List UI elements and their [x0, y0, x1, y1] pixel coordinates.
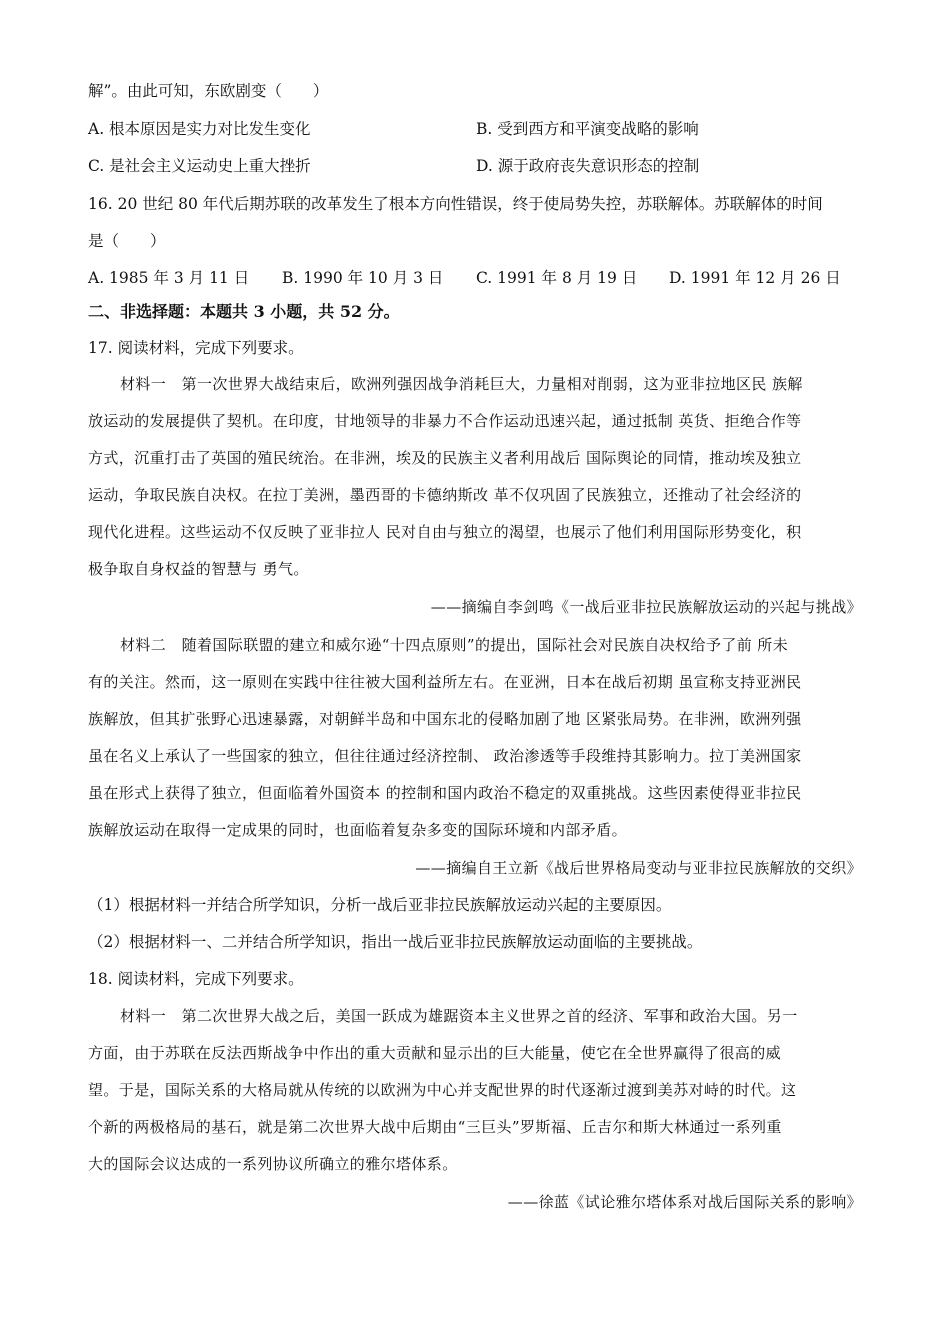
q18-material1-line: 望。于是，国际关系的大格局就从传统的以欧洲为中心并支配世界的时代逐渐过渡到美苏对峙的时代。这 — [88, 1081, 797, 1099]
q17-material2-line: 族解放运动在取得一定成果的同时，也面临着复杂多变的国际环境和内部矛盾。 — [88, 821, 628, 839]
q17-material1-line: 方式，沉重打击了英国的殖民统治。在非洲，埃及的民族主义者利用战后 国际舆论的同情，推动埃及独立 — [88, 449, 802, 467]
q18-material1-line: 个新的两极格局的基石，就是第二次世界大战中后期由“三巨头”罗斯福、丘吉尔和斯大林通过一系列重 — [88, 1118, 782, 1136]
q16-stem-line-1: 16. 20 世纪 80 年代后期苏联的改革发生了根本方向性错误，终于使局势失控，苏联解体。苏联解体的时间 — [88, 195, 823, 213]
q17-material1-line: 极争取自身权益的智慧与 勇气。 — [88, 560, 309, 578]
section-2-heading: 二、非选择题：本题共 3 小题，共 52 分。 — [88, 302, 400, 321]
q17-material2-line: 虽在形式上获得了独立，但面临着外国资本 的控制和国内政治不稳定的双重挑战。这些因素使得亚非拉民 — [88, 784, 802, 802]
q16-option-b[interactable]: B. 1990 年 10 月 3 日 — [282, 269, 444, 287]
q18-material1-line: 大的国际会议达成的一系列协议所确立的雅尔塔体系。 — [88, 1155, 458, 1173]
q15-option-c[interactable]: C. 是社会主义运动史上重大挫折 — [88, 157, 311, 175]
q17-material2-line: 材料二 随着国际联盟的建立和威尔逊“十四点原则”的提出，国际社会对民族自决权给予了前 所未 — [120, 636, 789, 654]
q17-source-1: ——摘编自李剑鸣《一战后亚非拉民族解放运动的兴起与挑战》 — [430, 598, 862, 616]
q17-material2-line: 族解放，但其扩张野心迅速暴露，对朝鲜半岛和中国东北的侵略加剧了地 区紧张局势。在非洲，欧洲列强 — [88, 710, 802, 728]
q18-stem: 18. 阅读材料，完成下列要求。 — [88, 970, 304, 988]
q17-material1-line: 材料一 第一次世界大战结束后，欧洲列强因战争消耗巨大，力量相对削弱，这为亚非拉地区民 族解 — [120, 375, 803, 393]
q17-requirement-1: （1）根据材料一并结合所学知识，分析一战后亚非拉民族解放运动兴起的主要原因。 — [88, 896, 672, 914]
q16-option-a[interactable]: A. 1985 年 3 月 11 日 — [88, 269, 250, 287]
q18-source-1: ——徐蓝《试论雅尔塔体系对战后国际关系的影响》 — [507, 1193, 862, 1211]
q15-option-d[interactable]: D. 源于政府丧失意识形态的控制 — [476, 157, 700, 175]
q15-stem-tail: 解”。由此可知，东欧剧变（ ） — [88, 82, 329, 100]
q18-material1-line: 材料一 第二次世界大战之后，美国一跃成为雄踞资本主义世界之首的经济、军事和政治大国。另一 — [120, 1007, 798, 1025]
q15-option-a[interactable]: A. 根本原因是实力对比发生变化 — [88, 120, 311, 138]
q17-material1-line: 放运动的发展提供了契机。在印度，甘地领导的非暴力不合作运动迅速兴起，通过抵制 英货、拒绝合作等 — [88, 412, 802, 430]
q15-option-b[interactable]: B. 受到西方和平演变战略的影响 — [476, 120, 699, 138]
q17-requirement-2: （2）根据材料一、二并结合所学知识，指出一战后亚非拉民族解放运动面临的主要挑战。 — [88, 933, 703, 951]
q17-source-2: ——摘编自王立新《战后世界格局变动与亚非拉民族解放的交织》 — [415, 859, 862, 877]
q17-stem: 17. 阅读材料，完成下列要求。 — [88, 339, 304, 357]
q16-stem-line-2: 是（ ） — [88, 232, 166, 250]
q17-material1-line: 运动，争取民族自决权。在拉丁美洲，墨西哥的卡德纳斯改 革不仅巩固了民族独立，还推动了社会经济的 — [88, 486, 802, 504]
q17-material1-line: 现代化进程。这些运动不仅反映了亚非拉人 民对自由与独立的渴望，也展示了他们利用国际形势变化，积 — [88, 523, 802, 541]
q16-option-c[interactable]: C. 1991 年 8 月 19 日 — [476, 269, 638, 287]
q17-material2-line: 虽在名义上承认了一些国家的独立，但往往通过经济控制、 政治渗透等手段维持其影响力。拉丁美洲国家 — [88, 747, 802, 765]
q18-material1-line: 方面，由于苏联在反法西斯战争中作出的重大贡献和显示出的巨大能量，使它在全世界赢得了很高的威 — [88, 1044, 782, 1062]
q17-material2-line: 有的关注。然而，这一原则在实践中往往被大国利益所左右。在亚洲，日本在战后初期 虽宣称支持亚洲民 — [88, 673, 802, 691]
q16-option-d[interactable]: D. 1991 年 12 月 26 日 — [669, 269, 841, 287]
